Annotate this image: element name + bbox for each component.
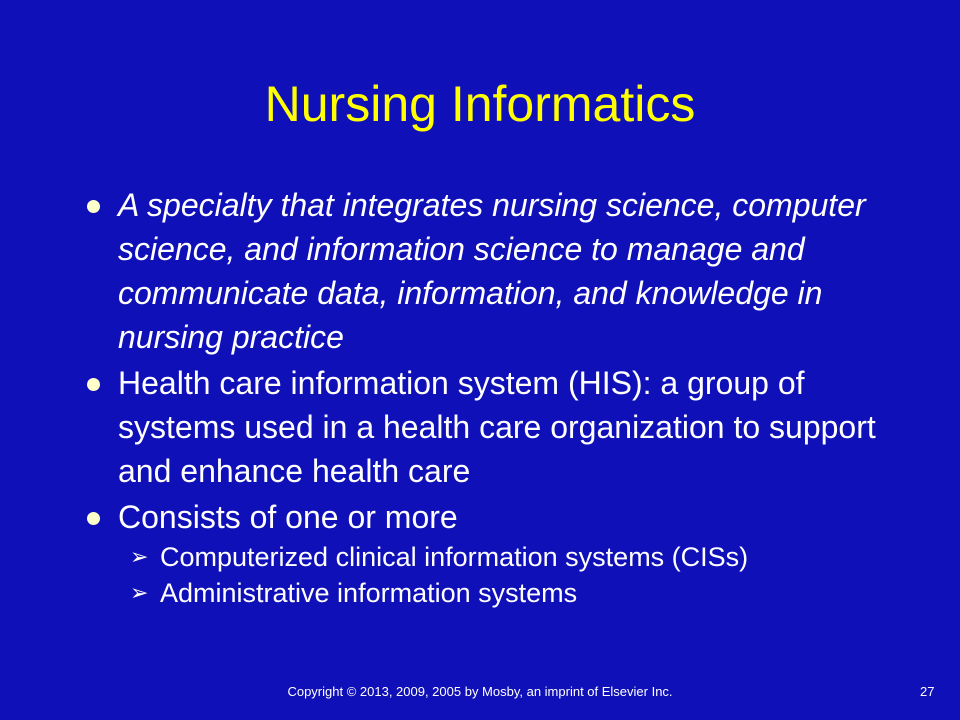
subbullet-item-cis xyxy=(118,539,900,575)
bullet-dot-icon xyxy=(87,378,100,391)
bullet-dot-icon xyxy=(87,512,100,525)
bullet-text: A specialty that integrates nursing science, computer science, and information science to manage and communicate data, information, and knowledge in nursing practice xyxy=(118,187,866,355)
copyright-footer: Copyright © 2013, 2009, 2005 by Mosby, an imprint of Elsevier Inc. xyxy=(287,684,673,699)
arrowhead-bullet-icon: ➢ xyxy=(130,544,149,569)
bullet-text: Consists of one or more xyxy=(118,499,458,535)
arrowhead-bullet-icon: ➢ xyxy=(130,580,149,605)
bullet-text: Health care information system (HIS): a group of systems used in a health care organization to support and enhance health care xyxy=(118,365,876,489)
bullet-item-consists xyxy=(80,495,900,611)
bullet-list xyxy=(80,183,900,613)
subbullet-text: Computerized clinical information systems (CISs) xyxy=(160,542,749,572)
subbullet-text: Administrative information systems xyxy=(160,578,578,608)
page-number: 27 xyxy=(920,684,935,699)
bullet-dot-icon xyxy=(87,200,100,213)
bullet-item-his xyxy=(80,361,900,493)
bullet-item-specialty xyxy=(80,183,900,359)
slide-title: Nursing Informatics xyxy=(264,76,696,132)
subbullet-list xyxy=(118,539,900,611)
subbullet-item-admin xyxy=(118,575,900,611)
